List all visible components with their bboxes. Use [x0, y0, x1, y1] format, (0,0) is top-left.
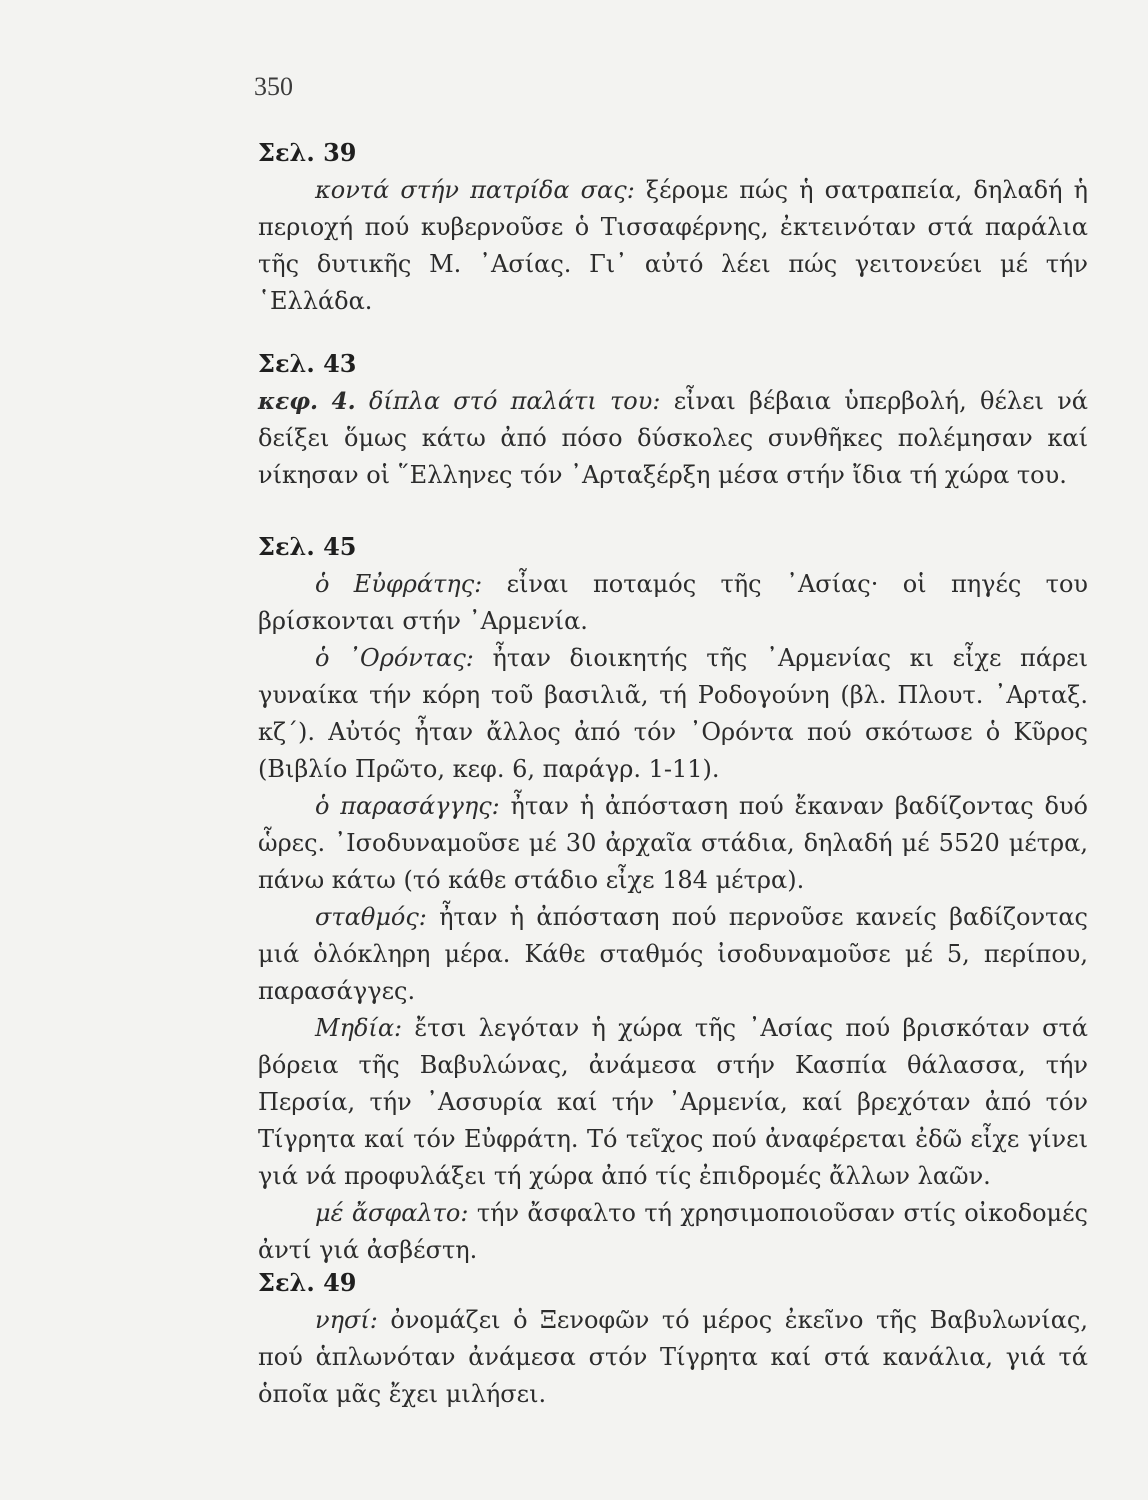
note-text: ἦταν διοικητής τῆς ᾿Αρμενίας κι εἶχε πάρει γυναίκα τήν κόρη τοῦ βασιλιᾶ, τή Ροδογούνη (βλ. Πλουτ. ᾿Αρταξ. κζ΄). Αὐτός ἦταν ἄλλος ἀπό τόν ᾿Ορόντα πού σκότωσε ὁ Κῦρος (Βιβλίο Πρῶτο, κεφ. 6, παράγρ. 1-11). — [258, 644, 1088, 783]
section-heading: Σελ. 39 — [258, 138, 357, 167]
note-paragraph — [258, 566, 1088, 640]
note-term: μέ ἄσφαλτο: — [315, 1199, 469, 1227]
note-text: ξέρομε πώς ἡ σατραπεία, δηλαδή ἡ περιοχή πού κυβερνοῦσε ὁ Τισσαφέρνης, ἐκτεινόταν στά παράλια τῆς δυτικῆς Μ. ᾿Ασίας. Γι᾿ αὐτό λέει πώς γειτονεύει μέ τήν ῾Ελλάδα. — [258, 176, 1088, 315]
note-text: εἶναι ποταμός τῆς ᾿Ασίας· οἱ πηγές του βρίσκονται στήν ᾿Αρμενία. — [258, 570, 1088, 635]
note-section-p45 — [258, 530, 1088, 1269]
note-text: ἦταν ἡ ἀπόσταση πού περνοῦσε κανείς βαδίζοντας μιά ὁλόκληρη μέρα. Κάθε σταθμός ἰσοδυναμοῦσε μέ 5, περίπου, παρασάγγες. — [258, 903, 1088, 1005]
section-heading: Σελ. 49 — [258, 1268, 357, 1297]
note-text: ἦταν ἡ ἀπόσταση πού ἔκαναν βαδίζοντας δυό ὧρες. ᾿Ισοδυναμοῦσε μέ 30 ἀρχαῖα στάδια, δηλαδή μέ 5520 μέτρα, πάνω κάτω (τό κάθε στάδιο εἶχε 184 μέτρα). — [258, 792, 1089, 894]
note-section-p39 — [258, 136, 1088, 320]
note-paragraph — [258, 640, 1088, 788]
note-term: νησί: — [315, 1306, 378, 1334]
note-term: ὁ ᾿Ορόντας: — [315, 644, 474, 672]
note-text: ὀνομάζει ὁ Ξενοφῶν τό μέρος ἐκεῖνο τῆς Βαβυλωνίας, πού ἁπλωνόταν ἀνάμεσα στόν Τίγρητα καί στά κανάλια, γιά τά ὁποῖα μᾶς ἔχει μιλήσει. — [258, 1306, 1088, 1408]
note-paragraph — [258, 1302, 1088, 1413]
note-paragraph — [258, 788, 1088, 899]
note-paragraph — [258, 899, 1088, 1010]
note-section-p49 — [258, 1266, 1088, 1413]
note-term: Μηδία: — [315, 1014, 403, 1042]
section-heading: Σελ. 43 — [258, 349, 357, 378]
note-section-p43 — [258, 347, 1088, 494]
note-term: ὁ Εὐφράτης: — [315, 570, 483, 598]
note-text: τήν ἄσφαλτο τή χρησιμοποιοῦσαν στίς οἰκοδομές ἀντί γιά ἀσβέστη. — [258, 1199, 1088, 1264]
section-heading: Σελ. 45 — [258, 532, 357, 561]
page-number: 350 — [254, 72, 293, 101]
note-term: σταθμός: — [315, 903, 427, 931]
note-text: εἶναι βέβαια ὑπερβολή, θέλει νά δείξει ὅμως κάτω ἀπό πόσο δύσκολες συνθῆκες πολέμησαν καί νίκησαν οἱ ῞Ελληνες τόν ᾿Αρταξέρξη μέσα στήν ἴδια τή χώρα του. — [258, 387, 1088, 489]
note-paragraph — [258, 1195, 1088, 1269]
note-paragraph — [258, 383, 1088, 494]
note-paragraph — [258, 1010, 1088, 1195]
note-term: ὁ παρασάγγης: — [315, 792, 500, 820]
note-text: ἔτσι λεγόταν ἡ χώρα τῆς ᾿Ασίας πού βρισκόταν στά βόρεια τῆς Βαβυλώνας, ἀνάμεσα στήν Κασπία θάλασσα, τήν Περσία, τήν ᾿Ασσυρία καί τήν ᾿Αρμενία, καί βρεχόταν ἀπό τόν Τίγρητα καί τόν Εὐφράτη. Τό τεῖχος πού ἀναφέρεται ἐδῶ εἶχε γίνει γιά νά προφυλάξει τή χώρα ἀπό τίς ἐπιδρομές ἄλλων λαῶν. — [258, 1014, 1088, 1190]
note-paragraph — [258, 172, 1088, 320]
note-term: δίπλα στό παλάτι του: — [355, 387, 661, 415]
chapter-ref: κεφ. 4. — [258, 388, 356, 415]
note-term: κοντά στήν πατρίδα σας: — [315, 176, 635, 204]
